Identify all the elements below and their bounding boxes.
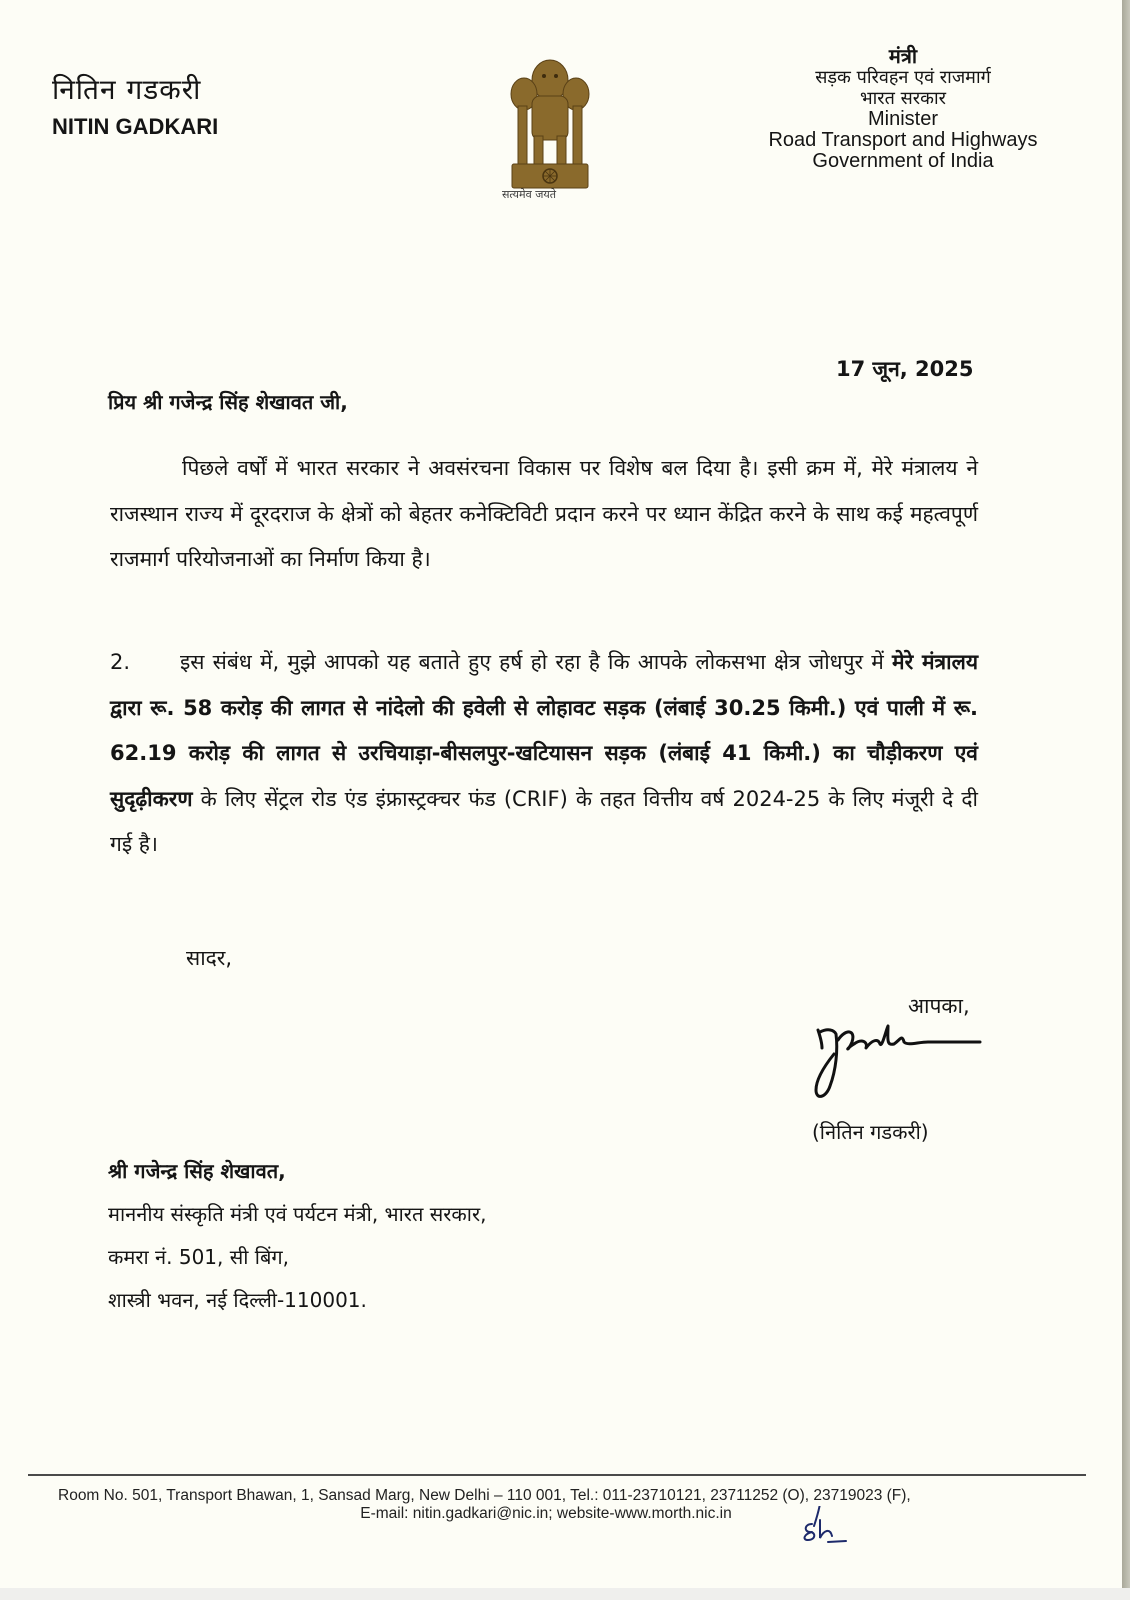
designation-hindi-line: भारत सरकार — [859, 88, 947, 109]
signer-name: (नितिन गडकरी) — [812, 1120, 929, 1144]
salutation: प्रिय श्री गजेन्द्र सिंह शेखावत जी, — [108, 390, 348, 414]
footer-address: Room No. 501, Transport Bhawan, 1, Sansad Marg, New Delhi – 110 001, Tel.: 011-23710121, 23711252 (O), 23719023 (F), — [58, 1487, 911, 1504]
paragraph-2-outro: के लिए सेंट्रल रोड एंड इंफ्रास्ट्रक्चर फंड (CRIF) के तहत वित्तीय वर्ष 2024-25 के लिए मंजूरी दे दी गई है। — [110, 786, 978, 856]
paragraph-2-highlight: मेरे मंत्रालय द्वारा रू. 58 करोड़ की लागत से नांदेलो की हवेली से लोहावट सड़क (लंबाई 30.25 किमी.) एवं पाली में रू. 62.19 करोड़ की लागत से उरचियाड़ा-बीसलपुर-खटियासन सड़क (लंबाई 41 किमी.) का चौड़ीकरण एवं सुदृढ़ीकरण — [110, 650, 978, 811]
page-edge-shadow — [1122, 0, 1130, 1588]
designation-hindi-line: मंत्री — [888, 44, 918, 68]
paragraph-1: पिछले वर्षों में भारत सरकार ने अवसंरचना विकास पर विशेष बल दिया है। इसी क्रम में, मेरे मंत्रालय ने राजस्थान राज्य में दूरदराज के क्षेत्रों को बेहतर कनेक्टिविटी प्रदान करने पर ध्यान केंद्रित करने के साथ कई महत्वपूर्ण राजमार्ग परियोजनाओं का निर्माण किया है। — [110, 456, 978, 571]
sender-designation — [748, 46, 1058, 172]
paragraph-2-intro: इस संबंध में, मुझे आपको यह बताते हुए हर्ष हो रहा है कि आपके लोकसभा क्षेत्र जोधपुर में — [180, 650, 893, 674]
valediction: आपका, — [908, 994, 970, 1018]
addressee-designation: माननीय संस्कृति मंत्री एवं पर्यटन मंत्री, भारत सरकार, — [108, 1202, 487, 1226]
designation-english-line: Road Transport and Highways — [768, 129, 1038, 151]
sender-name-hindi: नितिन गडकरी — [52, 73, 202, 106]
footer-contact: E-mail: nitin.gadkari@nic.in; website-www.morth.nic.in — [360, 1505, 732, 1522]
designation-hindi-line: सड़क परिवहन एवं राजमार्ग — [815, 67, 991, 88]
handwritten-initials-icon — [798, 1506, 848, 1546]
closing: सादर, — [186, 946, 233, 970]
addressee-address: शास्त्री भवन, नई दिल्ली-110001. — [108, 1288, 367, 1312]
designation-english-line: Government of India — [812, 150, 994, 172]
footer-divider — [28, 1474, 1086, 1476]
paragraph-2 — [110, 640, 978, 868]
paragraph-number: 2. — [110, 650, 131, 674]
letter-date: 17 जून, 2025 — [836, 357, 974, 381]
addressee-room: कमरा नं. 501, सी बिंग, — [108, 1245, 290, 1269]
national-emblem-icon — [504, 40, 596, 210]
handwritten-signature-icon — [808, 1020, 988, 1110]
emblem-motto: सत्यमेव जयते — [502, 188, 557, 201]
addressee-block — [108, 1150, 487, 1322]
sender-name-english: NITIN GADKARI — [52, 114, 219, 139]
page-bottom-margin — [0, 1588, 1130, 1600]
designation-english-line: Minister — [867, 108, 938, 130]
addressee-name: श्री गजेन्द्र सिंह शेखावत, — [108, 1159, 286, 1183]
